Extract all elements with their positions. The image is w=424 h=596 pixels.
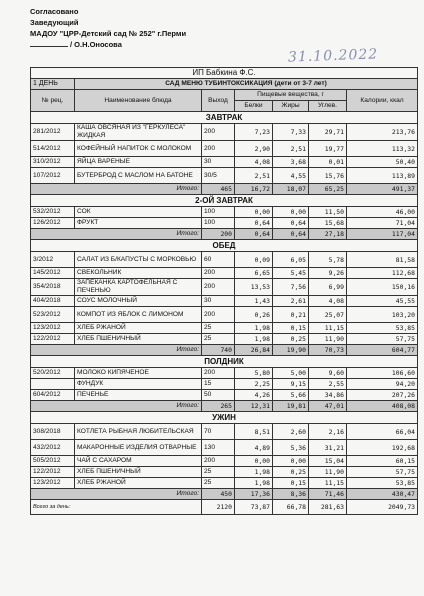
calorie-value: 103,20 <box>347 307 418 323</box>
fat-value: 0,00 <box>273 456 309 467</box>
dish-name: КОФЕЙНЫЙ НАПИТОК С МОЛОКОМ <box>75 141 202 157</box>
carb-value: 19,77 <box>309 141 347 157</box>
col-prot-header: Белки <box>235 101 273 112</box>
table-row <box>31 157 418 168</box>
total-output: 450 <box>202 489 235 500</box>
dish-name: ФРУКТ <box>75 218 202 229</box>
total-calories: 604,77 <box>347 345 418 356</box>
recipe-number <box>31 379 75 390</box>
dish-output: 25 <box>202 334 235 345</box>
table-row <box>31 323 418 334</box>
recipe-number: 404/2018 <box>31 296 75 307</box>
fat-value: 2,51 <box>273 141 309 157</box>
section-row <box>31 112 418 124</box>
protein-value: 13,53 <box>235 279 273 296</box>
total-output: 265 <box>202 401 235 412</box>
fat-value: 0,15 <box>273 323 309 334</box>
recipe-number: 123/2012 <box>31 478 75 489</box>
signature-line <box>30 46 68 47</box>
total-output: 200 <box>202 229 235 240</box>
dish-output: 30/5 <box>202 168 235 184</box>
table-row <box>31 379 418 390</box>
table-row <box>31 456 418 467</box>
protein-value: 1,98 <box>235 467 273 478</box>
table-row <box>31 467 418 478</box>
table-row <box>31 368 418 379</box>
dish-name: МАКАРОННЫЕ ИЗДЕЛИЯ ОТВАРНЫЕ <box>75 440 202 456</box>
col-fat-header: Жиры <box>273 101 309 112</box>
section-title: УЖИН <box>31 412 418 424</box>
total-label: Итого: <box>31 184 202 195</box>
fat-value: 3,68 <box>273 157 309 168</box>
table-row <box>31 279 418 296</box>
total-row <box>31 401 418 412</box>
protein-value: 6,65 <box>235 268 273 279</box>
dish-name: ЗАПЕКАНКА КАРТОФЕЛЬНАЯ С ПЕЧЕНЬЮ <box>75 279 202 296</box>
dish-output: 70 <box>202 424 235 440</box>
dish-output: 200 <box>202 307 235 323</box>
org-name: ИП Бабкина Ф.С. <box>31 68 418 79</box>
section-title: ПОЛДНИК <box>31 356 418 368</box>
total-protein: 26,84 <box>235 345 273 356</box>
approval-line-4 <box>30 39 186 50</box>
total-carb: 65,25 <box>309 184 347 195</box>
recipe-number: 523/2012 <box>31 307 75 323</box>
total-label: Итого: <box>31 401 202 412</box>
dish-name: ХЛЕБ ПШЕНИЧНЫЙ <box>75 334 202 345</box>
protein-value: 1,43 <box>235 296 273 307</box>
fat-value: 0,25 <box>273 334 309 345</box>
carb-value: 9,60 <box>309 368 347 379</box>
calorie-value: 94,20 <box>347 379 418 390</box>
table-row <box>31 168 418 184</box>
total-protein: 16,72 <box>235 184 273 195</box>
recipe-number: 126/2012 <box>31 218 75 229</box>
calorie-value: 113,32 <box>347 141 418 157</box>
total-fat: 0,64 <box>273 229 309 240</box>
total-fat: 8,36 <box>273 489 309 500</box>
carb-value: 4,08 <box>309 296 347 307</box>
title-row <box>31 79 418 90</box>
recipe-number: 532/2012 <box>31 207 75 218</box>
dish-name: КОМПОТ ИЗ ЯБЛОК С ЛИМОНОМ <box>75 307 202 323</box>
protein-value: 1,98 <box>235 478 273 489</box>
menu-table-body <box>31 68 418 515</box>
recipe-number: 122/2012 <box>31 467 75 478</box>
recipe-number: 122/2012 <box>31 334 75 345</box>
recipe-number: 514/2012 <box>31 141 75 157</box>
handwritten-date: 31.10.2022 <box>287 46 379 66</box>
total-row <box>31 184 418 195</box>
table-row <box>31 478 418 489</box>
total-calories: 430,47 <box>347 489 418 500</box>
dish-output: 25 <box>202 467 235 478</box>
fat-value: 7,33 <box>273 124 309 141</box>
dish-output: 200 <box>202 141 235 157</box>
carb-value: 11,15 <box>309 323 347 334</box>
dish-output: 100 <box>202 218 235 229</box>
section-title: 2-ОЙ ЗАВТРАК <box>31 195 418 207</box>
section-title: ЗАВТРАК <box>31 112 418 124</box>
protein-value: 0,26 <box>235 307 273 323</box>
fat-value: 0,00 <box>273 207 309 218</box>
calorie-value: 66,04 <box>347 424 418 440</box>
table-row <box>31 141 418 157</box>
dish-output: 25 <box>202 323 235 334</box>
calorie-value: 106,60 <box>347 368 418 379</box>
carb-value: 6,99 <box>309 279 347 296</box>
calorie-value: 57,75 <box>347 334 418 345</box>
carb-value: 15,04 <box>309 456 347 467</box>
dish-output: 50 <box>202 390 235 401</box>
table-row <box>31 424 418 440</box>
total-carb: 70,73 <box>309 345 347 356</box>
fat-value: 2,61 <box>273 296 309 307</box>
dish-output: 130 <box>202 440 235 456</box>
approval-line-2: Заведующий <box>30 18 79 27</box>
carb-value: 2,16 <box>309 424 347 440</box>
dish-name: МОЛОКО КИПЯЧЕНОЕ <box>75 368 202 379</box>
calorie-value: 53,85 <box>347 323 418 334</box>
recipe-number: 432/2012 <box>31 440 75 456</box>
dish-output: 200 <box>202 456 235 467</box>
total-fat: 18,07 <box>273 184 309 195</box>
fat-value: 0,64 <box>273 218 309 229</box>
dish-name: БУТЕРБРОД С МАСЛОМ НА БАТОНЕ <box>75 168 202 184</box>
recipe-number: 308/2018 <box>31 424 75 440</box>
dish-name: СОУС МОЛОЧНЫЙ <box>75 296 202 307</box>
protein-value: 8,51 <box>235 424 273 440</box>
approver-name: / О.Н.Оносова <box>70 40 122 49</box>
dish-name: ХЛЕБ ПШЕНИЧНЫЙ <box>75 467 202 478</box>
fat-value: 7,56 <box>273 279 309 296</box>
protein-value: 4,89 <box>235 440 273 456</box>
calorie-value: 81,58 <box>347 252 418 268</box>
grand-total-calories: 2049,73 <box>347 500 418 515</box>
table-row <box>31 268 418 279</box>
section-row <box>31 412 418 424</box>
calorie-value: 45,55 <box>347 296 418 307</box>
grand-total-output: 2120 <box>202 500 235 515</box>
total-output: 465 <box>202 184 235 195</box>
col-out-header: Выход <box>202 90 235 112</box>
total-label: Итого: <box>31 489 202 500</box>
protein-value: 0,00 <box>235 207 273 218</box>
calorie-value: 46,00 <box>347 207 418 218</box>
dish-output: 30 <box>202 157 235 168</box>
grand-total-label: Всего за день: <box>31 500 202 515</box>
protein-value: 2,90 <box>235 141 273 157</box>
total-row <box>31 345 418 356</box>
protein-value: 0,09 <box>235 252 273 268</box>
recipe-number: 354/2018 <box>31 279 75 296</box>
protein-value: 7,23 <box>235 124 273 141</box>
total-carb: 27,18 <box>309 229 347 240</box>
calorie-value: 213,76 <box>347 124 418 141</box>
day-label: 1 ДЕНЬ <box>31 79 75 90</box>
fat-value: 2,60 <box>273 424 309 440</box>
calorie-value: 113,89 <box>347 168 418 184</box>
dish-output: 60 <box>202 252 235 268</box>
total-calories: 408,08 <box>347 401 418 412</box>
menu-sheet <box>30 67 417 515</box>
grand-total-row <box>31 500 418 515</box>
carb-value: 2,55 <box>309 379 347 390</box>
table-row <box>31 124 418 141</box>
protein-value: 5,80 <box>235 368 273 379</box>
approval-line-1: Согласовано <box>30 7 79 16</box>
recipe-number: 123/2012 <box>31 323 75 334</box>
table-row <box>31 252 418 268</box>
recipe-number: 107/2012 <box>31 168 75 184</box>
total-protein: 17,36 <box>235 489 273 500</box>
total-output: 740 <box>202 345 235 356</box>
calorie-value: 150,16 <box>347 279 418 296</box>
carb-value: 25,07 <box>309 307 347 323</box>
table-row <box>31 440 418 456</box>
recipe-number: 520/2012 <box>31 368 75 379</box>
dish-name: ЧАЙ С САХАРОМ <box>75 456 202 467</box>
total-carb: 71,46 <box>309 489 347 500</box>
grand-total-carb: 281,63 <box>309 500 347 515</box>
section-title: ОБЕД <box>31 240 418 252</box>
total-calories: 117,04 <box>347 229 418 240</box>
protein-value: 1,98 <box>235 323 273 334</box>
protein-value: 2,51 <box>235 168 273 184</box>
dish-output: 25 <box>202 478 235 489</box>
header-row-1 <box>31 90 418 101</box>
approval-line-3: МАДОУ "ЦРР-Детский сад № 252" г.Перми <box>30 29 187 38</box>
carb-value: 34,86 <box>309 390 347 401</box>
table-row <box>31 207 418 218</box>
carb-value: 11,50 <box>309 207 347 218</box>
calorie-value: 112,68 <box>347 268 418 279</box>
fat-value: 9,15 <box>273 379 309 390</box>
carb-value: 15,76 <box>309 168 347 184</box>
total-fat: 19,90 <box>273 345 309 356</box>
grand-total-protein: 73,87 <box>235 500 273 515</box>
carb-value: 11,15 <box>309 478 347 489</box>
fat-value: 0,21 <box>273 307 309 323</box>
col-rec-header: № рец. <box>31 90 75 112</box>
carb-value: 0,01 <box>309 157 347 168</box>
recipe-number: 505/2012 <box>31 456 75 467</box>
approval-block <box>30 6 186 50</box>
dish-name: СВЕКОЛЬНИК <box>75 268 202 279</box>
carb-value: 5,78 <box>309 252 347 268</box>
recipe-number: 145/2012 <box>31 268 75 279</box>
fat-value: 6,05 <box>273 252 309 268</box>
dish-output: 200 <box>202 279 235 296</box>
total-row <box>31 229 418 240</box>
protein-value: 2,25 <box>235 379 273 390</box>
total-fat: 19,81 <box>273 401 309 412</box>
fat-value: 4,55 <box>273 168 309 184</box>
grand-total-fat: 66,78 <box>273 500 309 515</box>
carb-value: 29,71 <box>309 124 347 141</box>
calorie-value: 60,15 <box>347 456 418 467</box>
table-row <box>31 334 418 345</box>
fat-value: 0,15 <box>273 478 309 489</box>
calorie-value: 57,75 <box>347 467 418 478</box>
section-row <box>31 356 418 368</box>
recipe-number: 310/2012 <box>31 157 75 168</box>
calorie-value: 50,40 <box>347 157 418 168</box>
fat-value: 5,45 <box>273 268 309 279</box>
table-row <box>31 390 418 401</box>
total-calories: 491,37 <box>347 184 418 195</box>
fat-value: 5,00 <box>273 368 309 379</box>
dish-name: СОК <box>75 207 202 218</box>
menu-title: САД МЕНЮ ТУБИНТОКСИКАЦИЯ (дети от 3-7 лет) <box>75 79 418 90</box>
table-row <box>31 296 418 307</box>
calorie-value: 53,85 <box>347 478 418 489</box>
dish-output: 30 <box>202 296 235 307</box>
recipe-number: 3/2012 <box>31 252 75 268</box>
section-row <box>31 195 418 207</box>
calorie-value: 207,26 <box>347 390 418 401</box>
total-protein: 0,64 <box>235 229 273 240</box>
fat-value: 5,36 <box>273 440 309 456</box>
carb-value: 31,21 <box>309 440 347 456</box>
protein-value: 4,26 <box>235 390 273 401</box>
dish-output: 200 <box>202 268 235 279</box>
total-label: Итого: <box>31 345 202 356</box>
col-cal-header: Калории, ккал <box>347 90 418 112</box>
org-row <box>31 68 418 79</box>
section-row <box>31 240 418 252</box>
protein-value: 4,08 <box>235 157 273 168</box>
total-carb: 47,01 <box>309 401 347 412</box>
dish-name: ХЛЕБ РЖАНОЙ <box>75 323 202 334</box>
recipe-number: 281/2012 <box>31 124 75 141</box>
carb-value: 15,68 <box>309 218 347 229</box>
menu-table <box>30 67 418 515</box>
protein-value: 1,98 <box>235 334 273 345</box>
calorie-value: 192,68 <box>347 440 418 456</box>
dish-name: ХЛЕБ РЖАНОЙ <box>75 478 202 489</box>
dish-output: 15 <box>202 379 235 390</box>
total-label: Итого: <box>31 229 202 240</box>
fat-value: 0,25 <box>273 467 309 478</box>
dish-output: 200 <box>202 368 235 379</box>
col-name-header: Наименование блюда <box>75 90 202 112</box>
calorie-value: 71,04 <box>347 218 418 229</box>
col-nutr-header: Пищевые вещества, г <box>235 90 347 101</box>
dish-name: ФУНДУК <box>75 379 202 390</box>
carb-value: 11,90 <box>309 334 347 345</box>
protein-value: 0,00 <box>235 456 273 467</box>
dish-output: 200 <box>202 124 235 141</box>
carb-value: 11,90 <box>309 467 347 478</box>
dish-name: ПЕЧЕНЬЕ <box>75 390 202 401</box>
table-row <box>31 307 418 323</box>
carb-value: 9,26 <box>309 268 347 279</box>
dish-name: ЯЙЦА ВАРЕНЫЕ <box>75 157 202 168</box>
col-carb-header: Углев. <box>309 101 347 112</box>
dish-name: КАША ОВСЯНАЯ ИЗ "ГЕРКУЛЕСА" ЖИДКАЯ <box>75 124 202 141</box>
protein-value: 0,64 <box>235 218 273 229</box>
fat-value: 5,66 <box>273 390 309 401</box>
dish-name: КОТЛЕТА РЫБНАЯ ЛЮБИТЕЛЬСКАЯ <box>75 424 202 440</box>
recipe-number: 604/2012 <box>31 390 75 401</box>
dish-output: 100 <box>202 207 235 218</box>
dish-name: САЛАТ ИЗ Б/КАПУСТЫ С МОРКОВЬЮ <box>75 252 202 268</box>
total-row <box>31 489 418 500</box>
total-protein: 12,31 <box>235 401 273 412</box>
table-row <box>31 218 418 229</box>
